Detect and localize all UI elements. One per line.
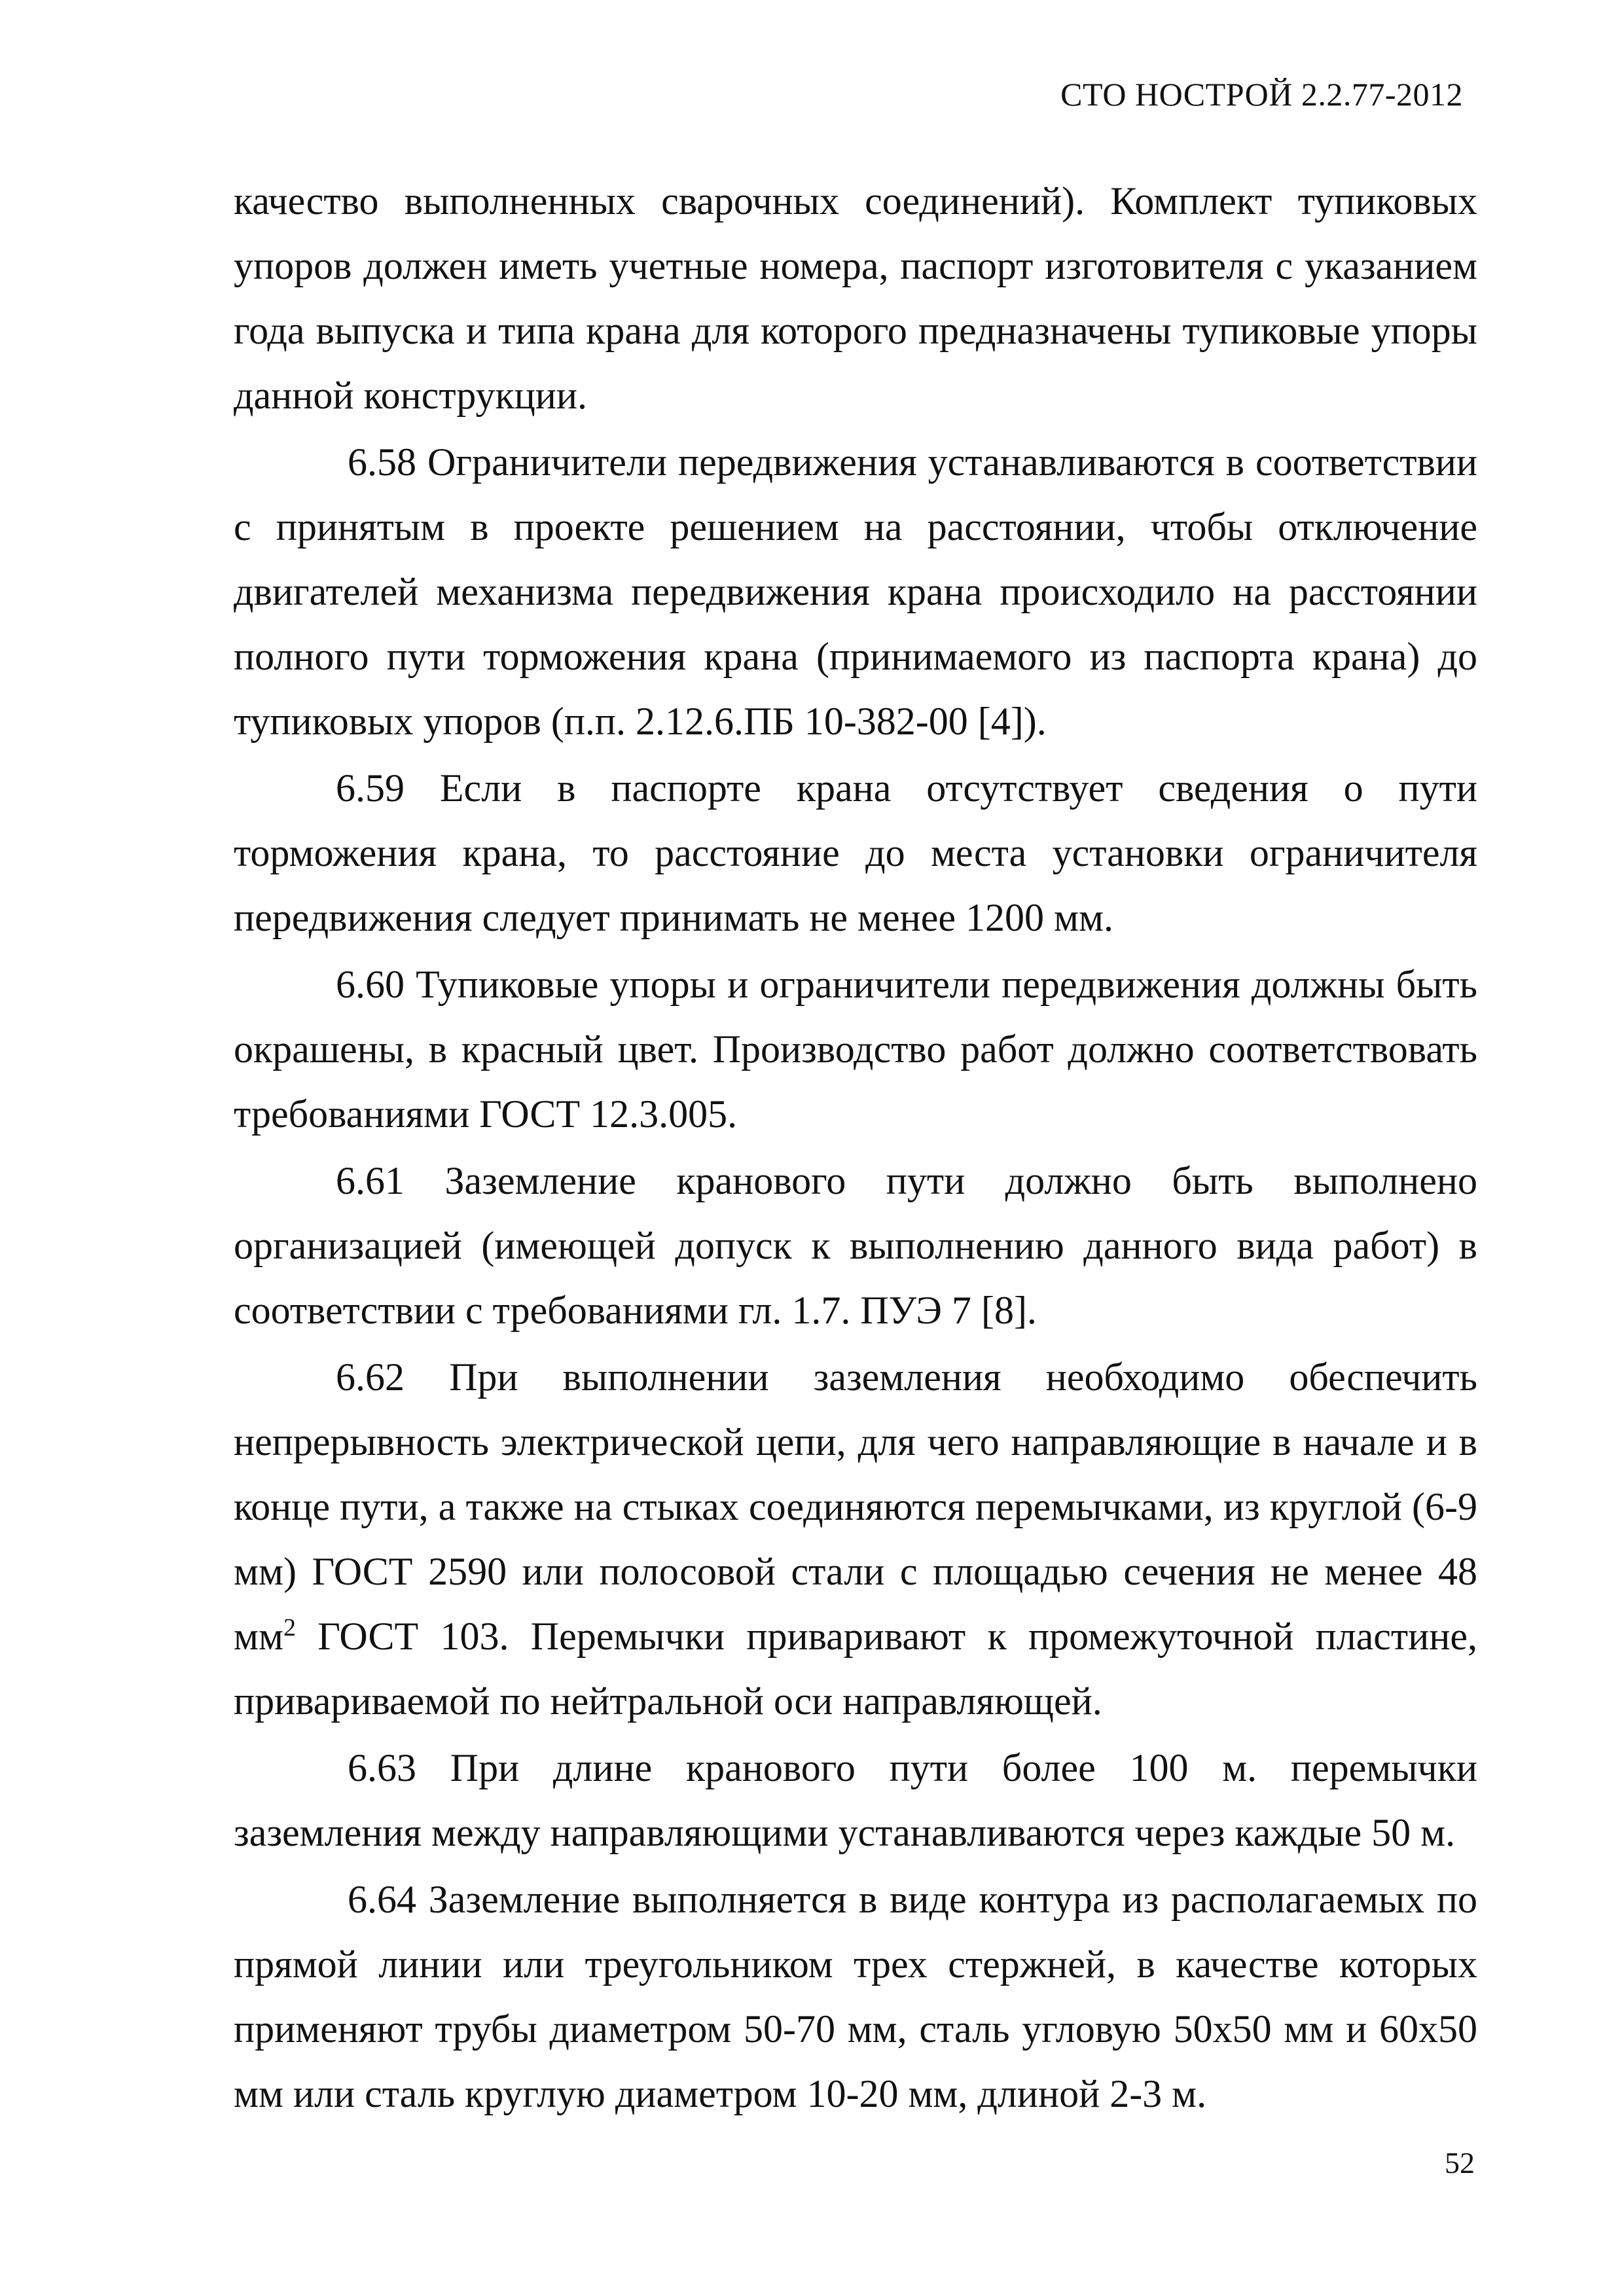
running-header [1060,73,1463,115]
paragraph-6-61: 6.61 Заземление кранового пути должно быть выполнено организацией (имеющей допуск к выполнению данного вида работ) в соответствии с требованиями гл. 1.7. ПУЭ 7 [8]. [234,1159,1477,1332]
paragraph-6-60: 6.60 Тупиковые упоры и ограничители передвижения должны быть окрашены, в красный цвет. Производство работ должно соответствовать требованиями ГОСТ 12.3.005. [234,963,1477,1136]
paragraph-6-59: 6.59 Если в паспорте крана отсутствует сведения о пути торможения крана, то расстояние до места установки ограничителя передвижения следует принимать не менее 1200 мм. [234,766,1477,939]
paragraph-6-58: 6.58 Ограничители передвижения устанавливаются в соответствии с принятым в проекте решением на расстоянии, чтобы отключение двигателей механизма передвижения крана происходило на расстоянии полного пути торможения крана (принимаемого из паспорта крана) до тупиковых упоров (п.п. 2.12.6.ПБ 10-382-00 [4]). [234,440,1477,743]
paragraph-continued: качество выполненных сварочных соединений). Комплект тупиковых упоров должен иметь учетные номера, паспорт изготовителя с указанием года выпуска и типа крана для которого предназначены тупиковые упоры данной конструкции. [234,179,1477,417]
paragraph-6-64: 6.64 Заземление выполняется в виде контура из располагаемых по прямой линии или треугольником трех стержней, в качестве которых применяют трубы диаметром 50-70 мм, сталь угловую 50х50 мм и 60х50 мм или сталь круглую диаметром 10-20 мм, длиной 2-3 м. [234,1878,1477,2115]
page-footer [1445,2144,1475,2183]
superscript-square: 2 [283,1614,296,1641]
paragraph-6-63: 6.63 При длине кранового пути более 100 м. перемычки заземления между направляющими устанавливаются через каждые 50 м. [234,1746,1477,1854]
paragraph-6-62 [234,1345,1477,1734]
page-number: 52 [1445,2146,1475,2179]
paragraph-6-62-text-a: 6.62 При выполнении заземления необходимо обеспечить непрерывность электрической цепи, для чего направляющие в начале и в конце пути, а также на стыках соединяются перемычками, из круглой (6-9 мм) ГОСТ 2590 или полосовой стали с площадью сечения не менее 48 мм [234,1355,1477,1658]
document-body [234,169,1477,2126]
paragraph-6-62-text-b: ГОСТ 103. Перемычки приваривают к промежуточной пластине, привариваемой по нейтральной оси направляющей. [234,1615,1477,1723]
standard-code: СТО НОСТРОЙ 2.2.77-2012 [1060,76,1463,113]
